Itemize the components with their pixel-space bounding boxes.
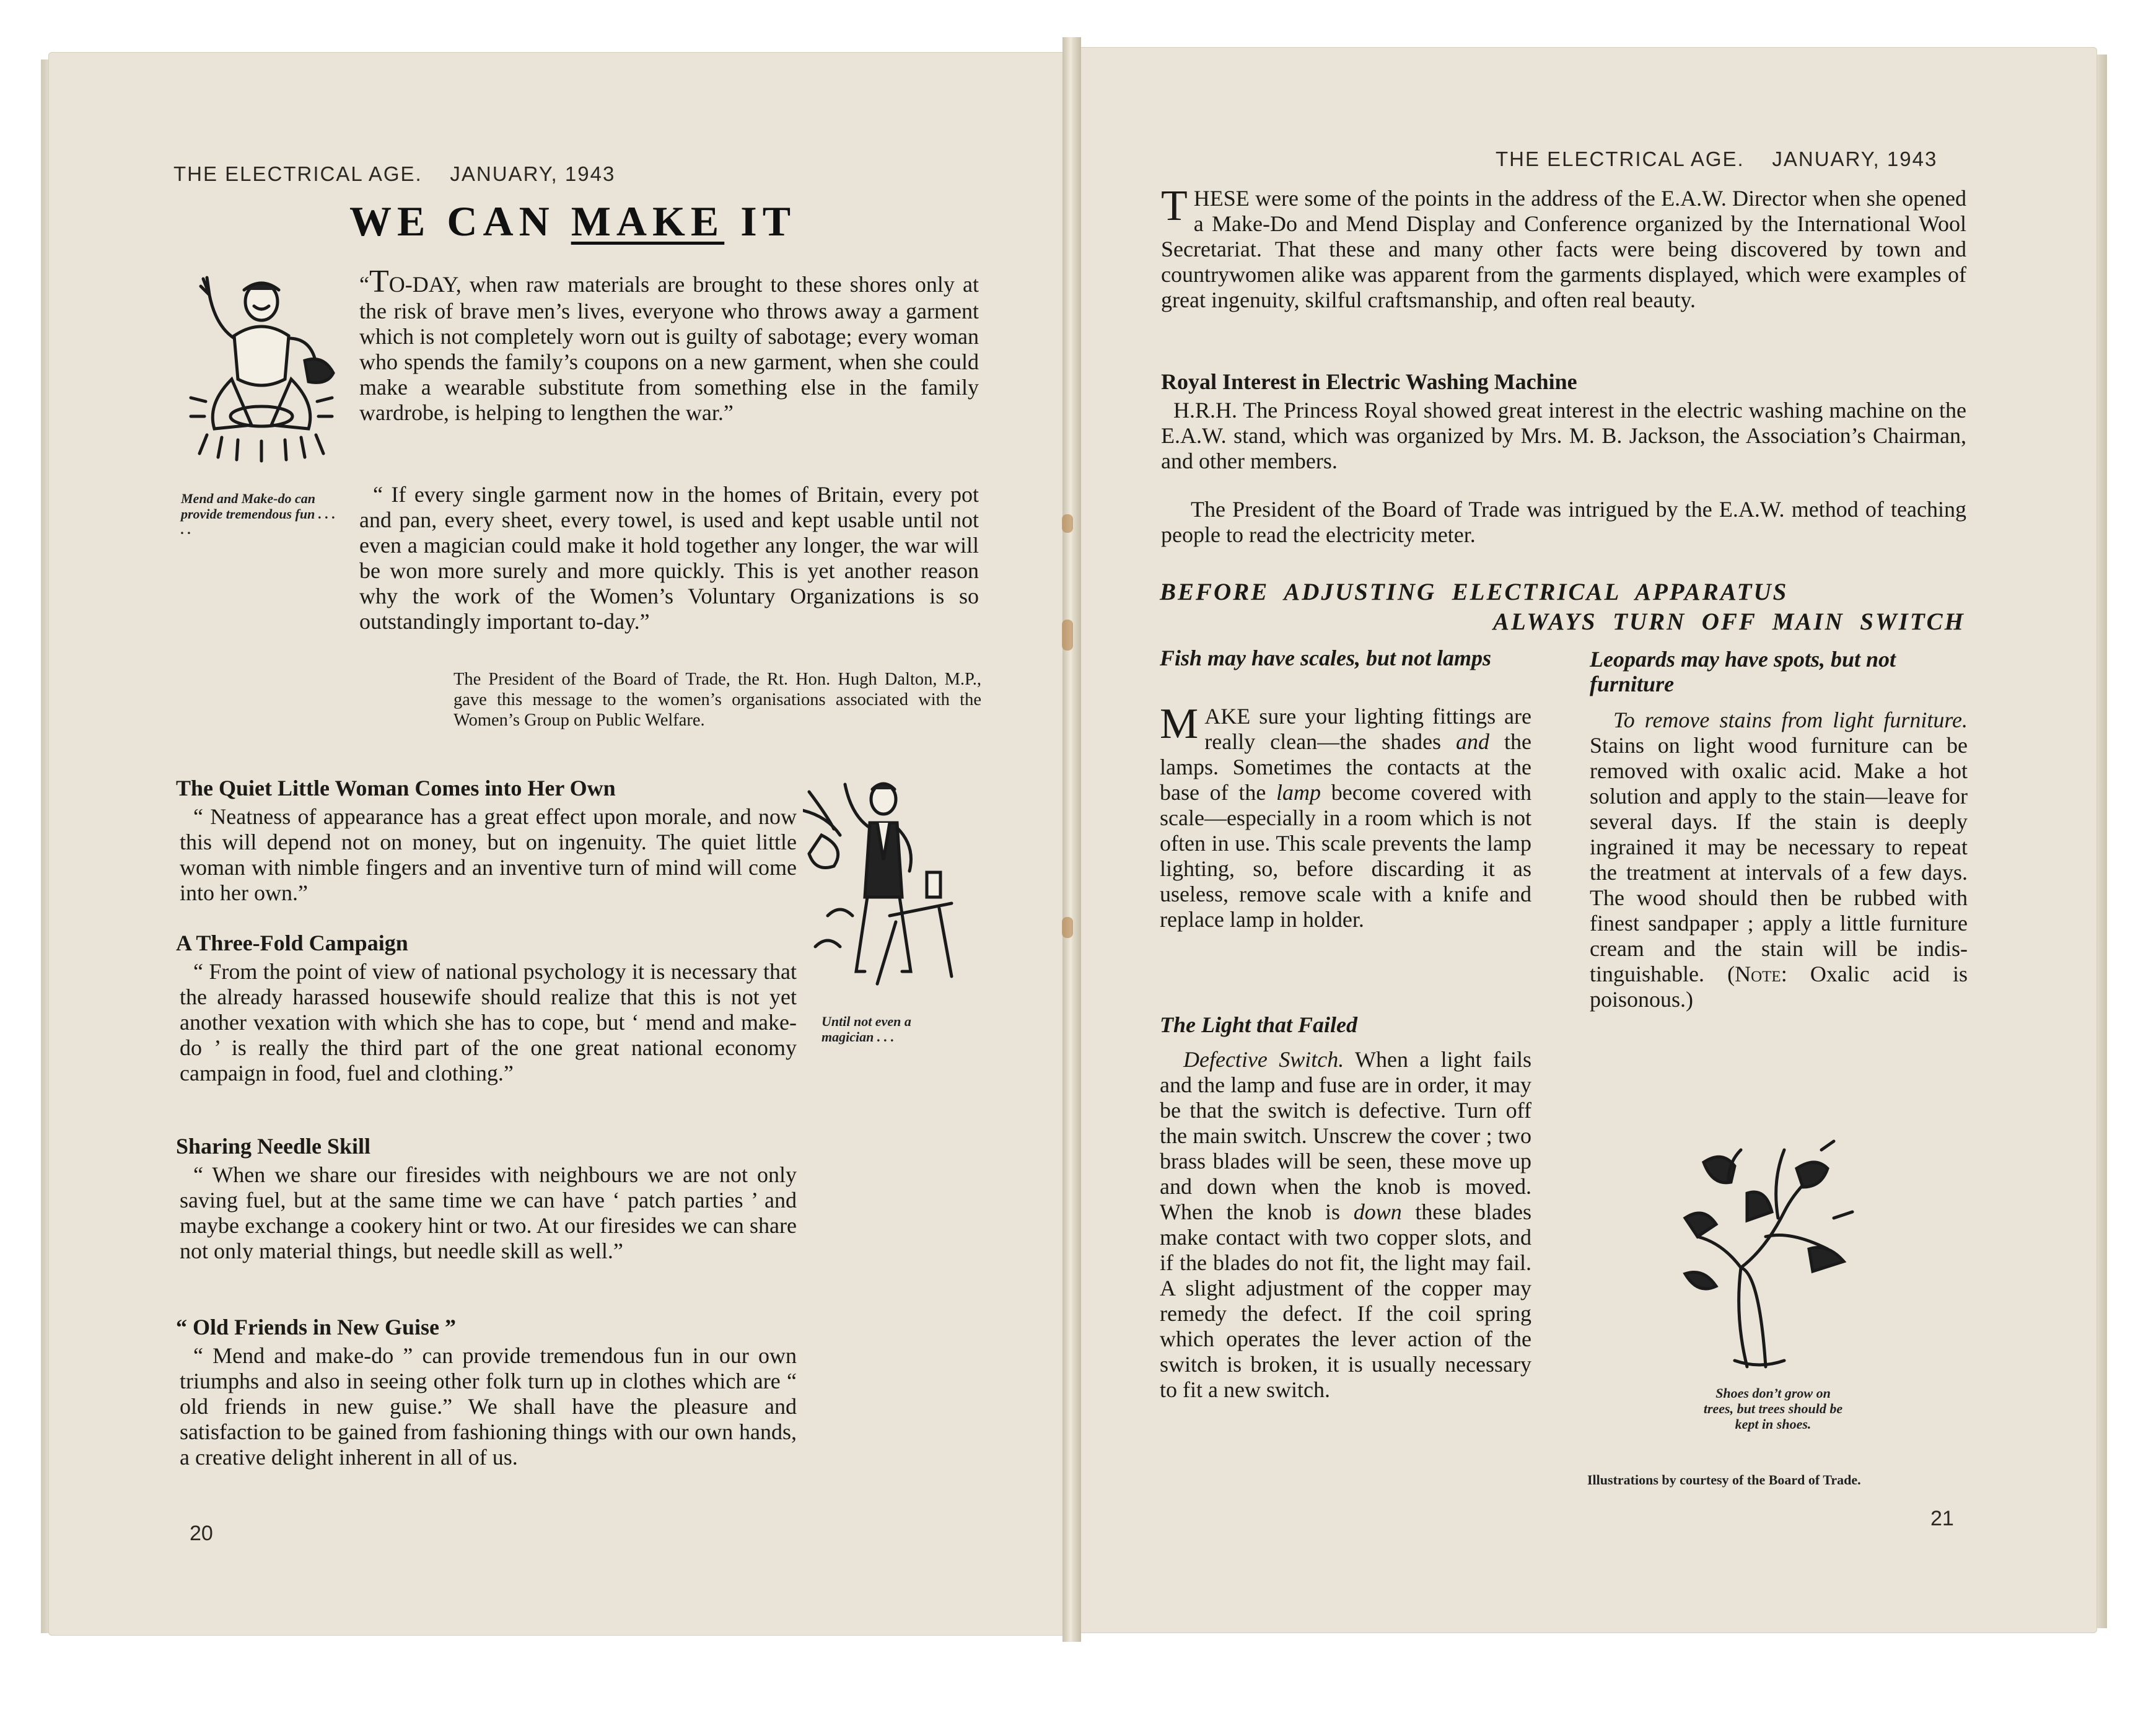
text-lighting-fittings: MAKE sure your lighting fittings are really clean—the shades and the lamps. Sometimes the contacts at the base of the lamp become covered with scale—especially in a room which is not often in use. This scale prevents the lamp lighting, so, before discarding it as useless, remove scale with a knife and replace lamp in holder.: [1160, 700, 1532, 932]
article-title: WE CAN MAKE IT: [349, 198, 797, 245]
paragraph-magician: “ If every single garment now in the homes of Britain, every pot and pan, every sheet, every towel, is used and kept usable until not even a magician could make it hold together any longer, the war will be won more surely and more quickly. This is yet another reason why the work of the Women’s Voluntary Organizations is so outstandingly important to-day.”: [359, 482, 979, 634]
staple-rust-mark: [1062, 917, 1073, 938]
heading-sharing-needle-skill: Sharing Needle Skill: [176, 1134, 371, 1159]
heading-old-friends: “ Old Friends in New Guise ”: [176, 1315, 457, 1339]
text-defective-switch: Defective Switch. When a light fails and the lamp and fuse are in order, it may be that the switch is defective. Turn off the main switch. Unscrew the cover ; two brass blades will be seen, these move up and down when the knob is moved. When the knob is down these blades make contact with two copper slots, and if the blades do not fit, the light may fail. A slight adjustment of the copper may remedy the defect. If the coil spring which operates the lever action of the switch is broken, it is usually necessary to fit a new switch.: [1160, 1047, 1532, 1402]
intro-paragraph-right: THESE were some of the points in the address of the E.A.W. Director when she opened a Make-Do and Mend Display and Conference organized by the International Wool Secretariat. That these and many other facts were being discovered by town and countrywomen alike was apparent from the garments displayed, which were examples of great ingenuity, skilful craftsmanship, and often real beauty.: [1161, 182, 1966, 312]
heading-fish-scales: Fish may have scales, but not lamps: [1160, 646, 1492, 670]
caption-shoe-tree: Shoes don’t grow on trees, but trees should be kept in shoes.: [1703, 1385, 1843, 1432]
binding-gutter: [1062, 37, 1081, 1642]
running-head-right: THE ELECTRICAL AGE. JANUARY, 1943: [1496, 147, 1938, 170]
banner-line-2: ALWAYS TURN OFF MAIN SWITCH: [1493, 608, 1965, 635]
attribution-note: The President of the Board of Trade, the Rt. Hon. Hugh Dalton, M.P., gave this message to the women’s organisations associated with the Women’s Group on Public Welfare.: [453, 670, 981, 730]
text-royal-interest: H.R.H. The Princess Royal showed great interest in the electric washing machine on the E.A.W. stand, which was organized by Mrs. M. B. Jackson, the Association’s Chairman, and other members.: [1161, 398, 1966, 473]
shoe-tree-illustration: [1673, 1138, 1859, 1373]
caption-magician: Until not even a magician . . .: [821, 1014, 911, 1045]
heading-light-that-failed: The Light that Failed: [1160, 1012, 1358, 1037]
staple-rust-mark: [1062, 514, 1073, 533]
magician-illustration: [803, 773, 964, 1002]
illustration-credit: Illustrations by courtesy of the Board of Trade.: [1587, 1472, 1861, 1488]
page-edge-right: [2096, 55, 2107, 1628]
text-old-friends: “ Mend and make-do ” can provide tremendous fun in our own triumphs and also in seeing other folk turn up in clothes which are “ old friends in new guise.” We shall have the pleasure and satisfaction to be gained from fashioning things with our own hands, a creative delight inherent in all of us.: [180, 1343, 797, 1470]
heading-leopards-spots: Leopards may have spots, but not furniture: [1590, 647, 1896, 696]
running-head-left: THE ELECTRICAL AGE. JANUARY, 1943: [173, 162, 616, 185]
drop-cap: M: [1160, 700, 1199, 748]
sailor-sewing-illustration: [175, 268, 348, 466]
text-remove-stains: To remove stains from light furniture. Stains on light wood furniture can be removed with oxalic acid. Make a hot solution and apply to the stain—leave for several days. If the stain is deeply ingrained it may be necessary to repeat the treatment at intervals of a few days. The wood should then be rubbed with finest sandpaper ; apply a little furniture cream and the stain will be indistinguishable. (Note: Oxalic acid is poisonous.): [1590, 708, 1968, 1012]
text-quiet-little-woman: “ Neatness of appearance has a great effect upon morale, and now this will depend not on money, but on ingenuity. The quiet little woman with nimble fingers and an inventive turn of mind will come into her own.”: [180, 804, 797, 905]
heading-quiet-little-woman: The Quiet Little Woman Comes into Her Own: [176, 776, 616, 800]
heading-royal-interest: Royal Interest in Electric Washing Machine: [1161, 369, 1577, 394]
staple-rust-mark: [1062, 620, 1073, 651]
text-three-fold-campaign: “ From the point of view of national psychology it is necessary that the already harassed housewife should realize that this is not yet another vexation with which she has to cope, but ‘ mend and make-do ’ is really the third part of the one great national economy campaign in food, fuel and clothing.”: [180, 959, 797, 1085]
caption-sailor: Mend and Make-do can provide tremendous fun . . . . .: [181, 491, 336, 537]
drop-cap: T: [369, 264, 389, 299]
page-number-right: 21: [1930, 1507, 1954, 1530]
intro-paragraph: “TO-DAY, when raw materials are brought to these shores only at the risk of brave men’s lives, everyone who throws away a garment which is not completely worn out is guilty of sabotage; every woman who spends the family’s coupons on a new garment, when she could make a wearable substitute from something else in the family wardrobe, is helping to lengthen the war.”: [359, 264, 979, 425]
text-president-intrigued: The President of the Board of Trade was intrigued by the E.A.W. method of teaching people to read the electricity meter.: [1161, 497, 1966, 547]
heading-three-fold-campaign: A Three-Fold Campaign: [176, 931, 408, 955]
banner-line-1: BEFORE ADJUSTING ELECTRICAL APPARATUS: [1160, 579, 1789, 605]
drop-cap: T: [1161, 182, 1188, 230]
page-number-left: 20: [190, 1522, 213, 1545]
text-sharing-needle-skill: “ When we share our firesides with neighbours we are not only saving fuel, but at the same time we can have ‘ patch parties ’ and maybe exchange a cookery hint or two. At our firesides we can share not only material things, but needle skill as well.”: [180, 1162, 797, 1263]
